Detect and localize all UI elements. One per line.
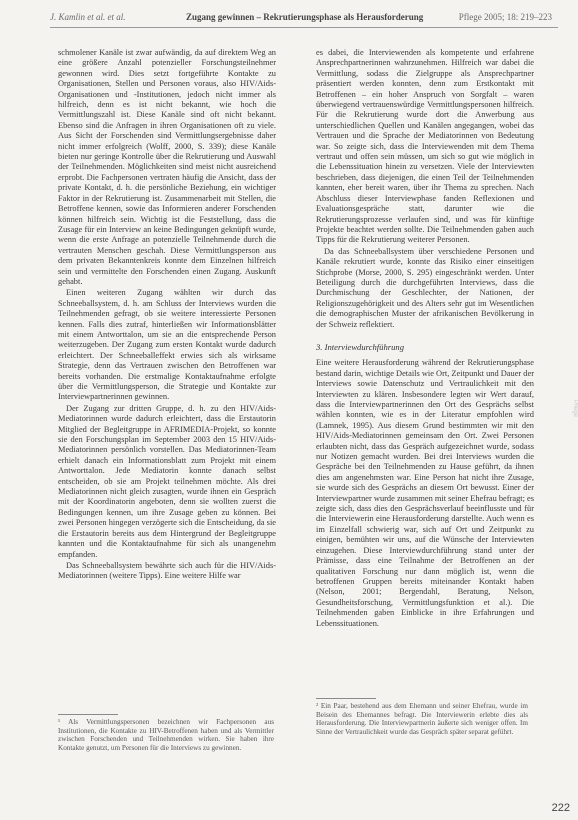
running-header (50, 12, 558, 26)
left-paragraph-4: Das Schneeballsystem bewährte sich auch für die HIV/Aids-Mediatorinnen (weitere Tipps). Eine weitere Hilfe war (58, 560, 276, 581)
left-paragraph-3: Der Zugang zur dritten Gruppe, d. h. zu den HIV/Aids-Mediatorinnen wurde dadurch erleichtert, dass die Erstautorin Mitglied der Begleitgruppe in AFRIMEDIA-Projekt, so konnte sie den Forschungsplan im September 2003 den 15 HIV/Aids-Mediatorinnen persönlich vorstellen. Das Mediatorinnen-Team erhielt danach ein Informationsblatt zum Projekt mit einem Antworttalon. Jede Mediatorin konnte danach selbst entscheiden, ob sie am Projekt teilnehmen möchte. Als drei Mediatorinnen nicht gleich zusagten, wurde ihnen ein Gespräch mit der Koordinatorin angeboten, denn sie wollten zuerst die Bedingungen kennen, um ihre Zusage geben zu können. Bei zwei Personen hingegen verzögerte sich die Entscheidung, da sie die Erstautorin bereits aus dem Hintergrund der Begleitgruppe kannten und die Kontaktaufnahme für sich als unangenehm empfanden. (58, 403, 276, 559)
left-paragraph-1: schmolener Kanäle ist zwar aufwändig, da auf direktem Weg an eine größere Anzahl potenzieller Forschungsteilnehmer gewonnen wird. Dies setzt fortgeführte Kontakte zu Organisationen, Stellen und Personen voraus, also HIV/Aids-Organisationen und -Institutionen, jedoch nicht immer als hilfreich, denn es ist nicht bekannt, wie hoch die Vermittlungszahl ist. Diese Kanäle sind oft nicht bekannt. Ebenso sind die Anfragen in ihren Organisationen oft zu viele. Aus Sicht der Forschenden sind Vermittlungsergebnisse daher nicht immer erfolgreich (Wolff, 2000, S. 339); diese Kanäle bieten nur geringe Kontrolle über die Rekrutierung und Auswahl der Teilnehmenden. Möglichkeiten sind meist nicht ausreichend erprobt. Die Fachpersonen vertraten häufig die Ansicht, dass der private Kontakt, d. h. die persönliche Beziehung, ein wichtiger Faktor in der Rekrutierung ist. Zusammenarbeit mit Stellen, die Betroffene kennen, sowie das Informieren anderer Forschenden können hilfreich sein. Wichtig ist die Feststellung, dass die Zusage für ein Interview an keine Bedingungen geknüpft wurde, wenn die erste Anfrage an potenzielle Teilnehmende durch die vertrauten Menschen geschah. Diese Vermittlungsperson aus dem privaten Bekanntenkreis konnte dem Einzelnen hilfreich sein und vermittelte den Forschenden einen Zugang. Auskunft gehabt. (58, 48, 276, 286)
side-watermark: Pflege (572, 400, 578, 418)
footnote-rule-right (316, 698, 376, 699)
header-authors: J. Kamlin et al. et al. (50, 12, 126, 22)
footnote-rule-left (58, 714, 118, 715)
left-paragraph-2: Einen weiteren Zugang wählten wir durch das Schneeballsystem, d. h. am Schluss der Interviews wurden die Teilnehmenden gefragt, ob sie weitere interessierte Personen kennen. Falls dies zutraf, hinterließen wir Informationsblätter mit einem Antworttalon, um sie an die entsprechende Person weiterzugeben. Der Zugang zum ersten Kontakt wurde dadurch erleichtert. Der Schneeballeffekt erwies sich als wirksame Strategie, denn das Vertrauen zwischen den Betroffenen war bereits vorhanden. Die erstmalige Kontaktaufnahme erfolgte über die Vermittlungsperson, die Strategie und Kontakte zur Interviewpartnerinnen gewinnen. (58, 288, 276, 402)
header-rule (50, 27, 558, 28)
footnote-left: ¹ Als Vermittlungspersonen bezeichnen wir Fachpersonen aus Institutionen, die Kontakte zu HIV-Betroffenen haben und als Vermittler zwischen Forschenden und Teilnehmenden wirken. Sie haben ihre Kontakte genutzt, um Personen für die Interviews zu gewinnen. (58, 718, 274, 752)
page-number: 222 (551, 802, 570, 814)
right-paragraph-1: es dabei, die Interviewenden als kompetente und erfahrene Ansprechpartnerinnen wahrzunehmen. Hilfreich war dabei die Vermittlung, sodass die Zielgruppe als Ansprechpartner präsentiert werden konnten, denn zum Erstkontakt mit Betroffenen – ein hoher Anspruch von Sorgfalt – waren überwiegend vertrauenswürdige Vermittlungspersonen hilfreich. Für die Rekrutierung wurde dort die Anwerbung aus unterschiedlichen Quellen und Kanälen angegangen, wobei das Vertrauen und die Sprache der Mediatorinnen von Bedeutung war. So zeigte sich, dass die Interviewenden mit dem Thema vertraut und offen sein müssen, um sich so gut wie möglich in die Lebenssituation hinein zu versetzen. Viele der Interviewten beschrieben, dass diejenigen, die einen Teil der Teilnehmenden kannten, eher bereit waren, über ihr Thema zu sprechen. Nach Abschluss dieser Interviewphase fanden Reflexionen und Evaluationsgespräche statt, darunter wie die Rekrutierungsprozesse verlaufen sind, und was für künftige Projekte beachtet werden sollte. Die Teilnehmenden gaben auch Tipps für die Rekrutierung weiterer Personen. (316, 48, 534, 245)
footnote-right: ² Ein Paar, bestehend aus dem Ehemann und seiner Ehefrau, wurde im Beisein des Ehemannes befragt. Die Interviewerin erlebte dies als Herausforderung. Die Interviewpartnerin äußerte sich weniger offen. Im Sinne der Vertraulichkeit wurde das Gespräch später separat geführt. (316, 702, 528, 736)
left-column (58, 48, 276, 583)
right-column (316, 48, 534, 630)
section-heading: 3. Interviewdurchführung (316, 341, 404, 352)
header-journal-citation: Pflege 2005; 18: 219–223 (458, 12, 552, 22)
header-title: Zugang gewinnen – Rekrutierungsphase als Herausforderung (186, 12, 424, 22)
right-paragraph-3: Eine weitere Herausforderung während der Rekrutierungsphase bestand darin, wichtige Details wie Ort, Zeitpunkt und Dauer der Interviews sowie Datenschutz und Vertraulichkeit mit den Interviewten zu klären. Insbesondere legten wir Wert darauf, dass die Interviewpartnerinnen den Ort des Gesprächs selbst wählen konnten, wie es in der Literatur empfohlen wird (Lamnek, 1995). Aus diesem Grund bestimmten wir mit den HIV/Aids-Mediatorinnen gemeinsam den Ort. Zwei Personen erlaubten nicht, dass das Gespräch aufgezeichnet wurde, sodass nur Notizen gemacht wurden. Bei drei Interviews wurden die Gespräche bei den Teilnehmenden zu Hause geführt, da ihnen dies am angenehmsten war. Eine Person hat nicht ihre Zusage, sie wurde sich des Gesprächs an diesem Ort bewusst. Einer der Interviewpartner wurde zusammen mit seiner Ehefrau befragt; es zeigte sich, dass dies den Gesprächsverlauf beeinflusste und für die Interviewerin eine Herausforderung darstellte. Auch wenn es im Einzelfall schwierig war, sich auf Ort und Zeitpunkt zu einigen, bemühten wir uns, auf die Wünsche der Interviewten einzugehen. Diese Interviewdurchführung stand unter der Prämisse, dass eine Teilnahme der Betroffenen an der qualitativen Forschung nur dann möglich ist, wenn die betroffenen Gruppen bereits miteinander Kontakt haben (Nelson, 2001; Bergendahl, Beratung, Nelson, Gesundheitsforschung, Vermittlungsfunktion et al.). Die Teilnehmenden gaben Einblicke in ihre Erfahrungen und Lebenssituationen. (316, 358, 534, 628)
right-paragraph-2: Da das Schneeballsystem über verschiedene Personen und Kanäle rekrutiert wurde, konnte das Risiko einer einseitigen Stichprobe (Morse, 2000, S. 295) eingeschränkt werden. Unter Beteiligung durch die durchgeführten Interviews, dass die Durchmischung der Geschlechter, der Nationen, der Religionszugehörigkeit und des Alters sehr gut im Wesentlichen die demographischen Muster der afrikanischen Bevölkerung in der Schweiz reflektiert. (316, 246, 534, 329)
